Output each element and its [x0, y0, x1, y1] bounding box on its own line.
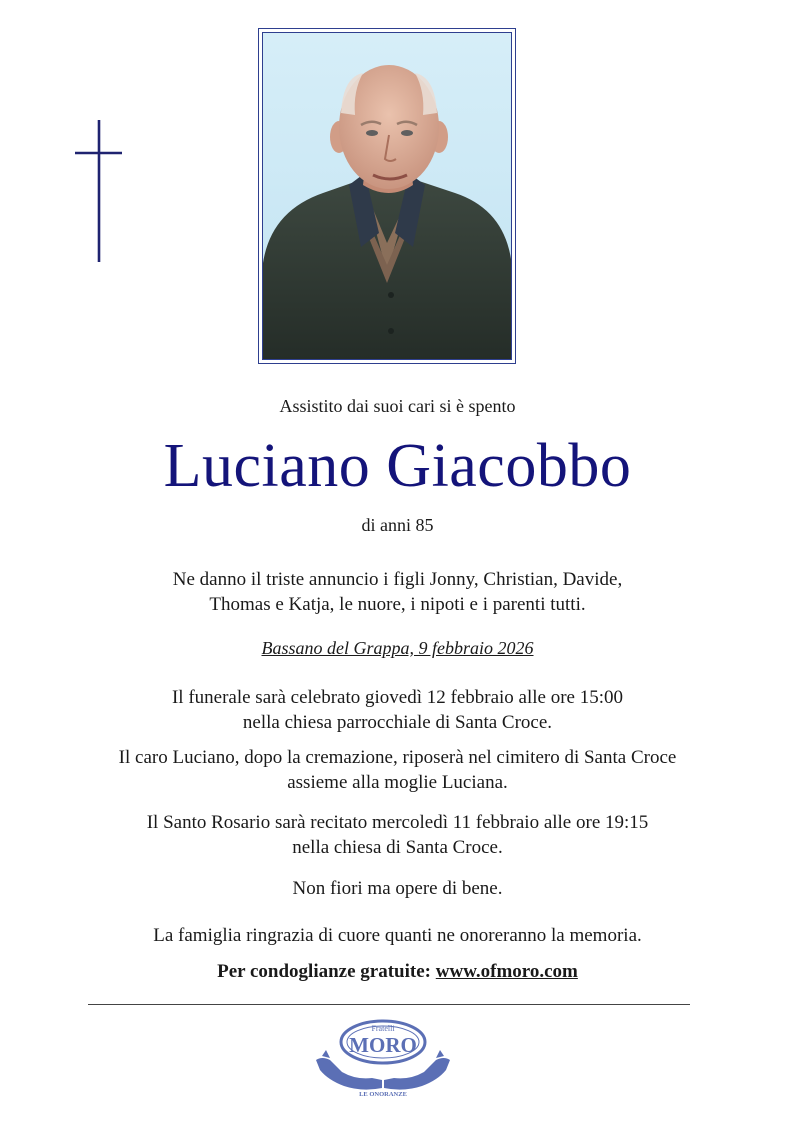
logo-bottom-text: LE ONORANZE — [359, 1091, 407, 1098]
rest-line-1: Il caro Luciano, dopo la cremazione, riposerà nel cimitero di Santa Croce — [118, 747, 677, 768]
flowers-note: Non fiori ma opere di bene. — [292, 878, 503, 899]
condolences-label: Per condoglianze gratuite: — [217, 961, 431, 982]
condolences-line — [0, 960, 795, 984]
funeral-line-2: nella chiesa parrocchiale di Santa Croce. — [242, 712, 553, 733]
divider-line — [88, 1004, 690, 1005]
family-thanks: La famiglia ringrazia di cuore quanti ne onoreranno la memoria. — [153, 925, 642, 946]
rosary-line-1: Il Santo Rosario sarà recitato mercoledì 11 febbraio alle ore 19:15 — [146, 812, 649, 833]
announcers-line-2: Thomas e Katja, le nuore, i nipoti e i parenti tutti. — [209, 594, 586, 615]
funeral-line-1: Il funerale sarà celebrato giovedì 12 febbraio alle ore 15:00 — [171, 687, 624, 708]
fratelli-moro-logo — [312, 1016, 454, 1102]
logo-main-text: MORO — [349, 1033, 417, 1057]
logo-top-text: Fratelli — [371, 1024, 395, 1033]
portrait-frame — [258, 28, 516, 364]
rest-line-2: assieme alla moglie Luciana. — [287, 772, 508, 793]
deceased-name: Luciano Giacobbo — [163, 432, 632, 500]
condolences-website-link[interactable]: www.ofmoro.com — [435, 961, 578, 982]
place-date: Bassano del Grappa, 9 febbraio 2026 — [261, 638, 534, 658]
rosary-line-2: nella chiesa di Santa Croce. — [292, 837, 503, 858]
cross-icon — [72, 118, 124, 264]
intro-text: Assistito dai suoi cari si è spento — [279, 396, 516, 416]
deceased-age: di anni 85 — [361, 515, 434, 535]
portrait-photo — [262, 32, 512, 360]
announcers-line-1: Ne danno il triste annuncio i figli Jonny, Christian, Davide, — [172, 569, 623, 590]
